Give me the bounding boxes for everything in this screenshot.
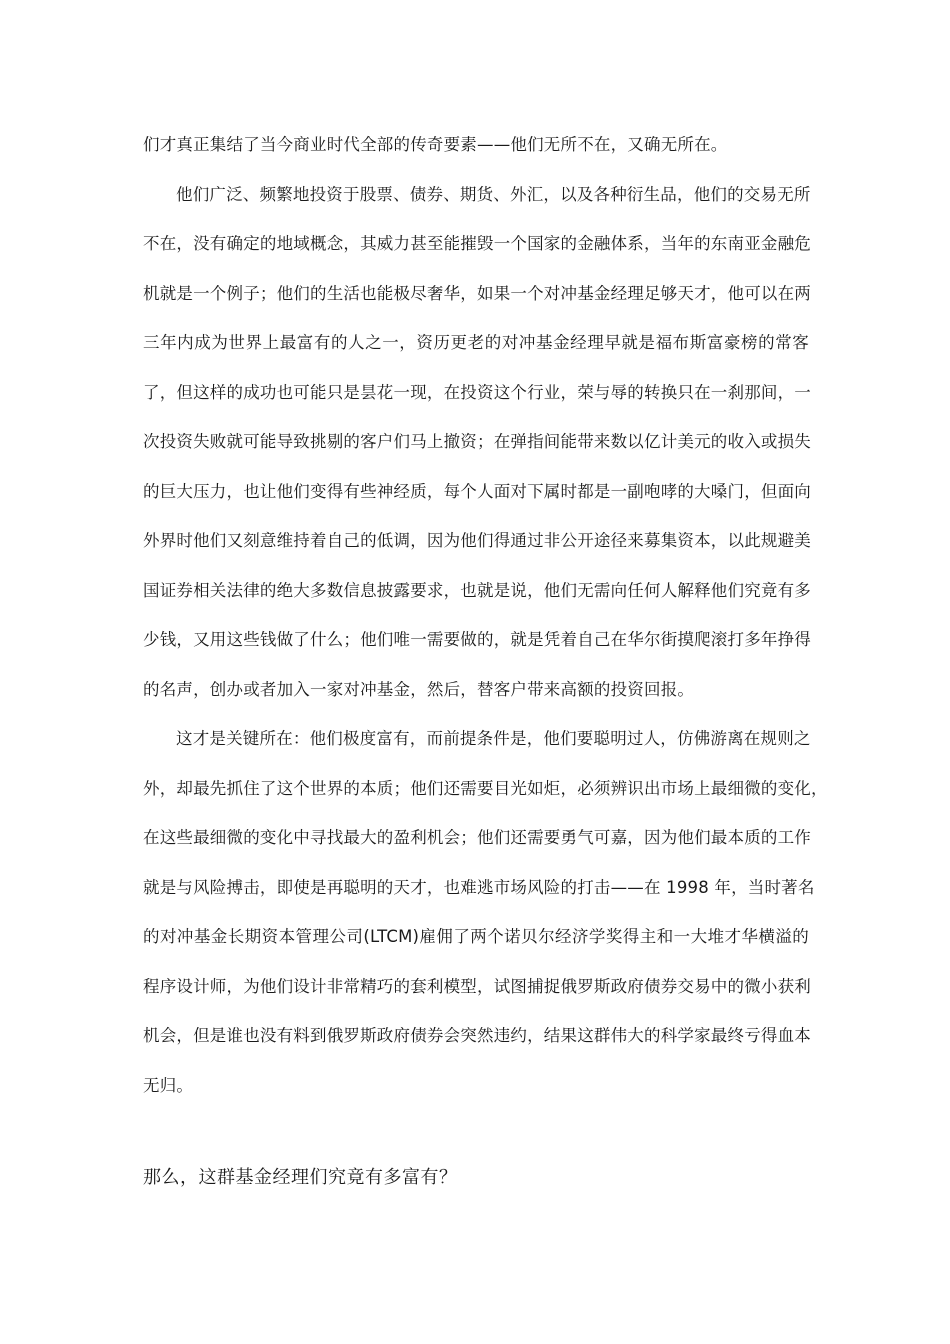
text-line: 的名声，创办或者加入一家对冲基金，然后，替客户带来高额的投资回报。 bbox=[143, 679, 695, 699]
text-line: 次投资失败就可能导致挑剔的客户们马上撤资；在弹指间能带来数以亿计美元的收入或损失 bbox=[143, 432, 811, 451]
paragraph-3 bbox=[143, 714, 828, 1110]
text-line: 在这些最细微的变化中寻找最大的盈利机会；他们还需要勇气可嘉，因为他们最本质的工作 bbox=[143, 828, 811, 847]
text-line: 不在，没有确定的地域概念，其威力甚至能摧毁一个国家的金融体系，当年的东南亚金融危 bbox=[143, 234, 811, 253]
body-text bbox=[143, 120, 828, 1110]
text-line: 外，却最先抓住了这个世界的本质；他们还需要目光如炬，必须辨识出市场上最细微的变化， bbox=[143, 778, 828, 798]
text-line: 外界时他们又刻意维持着自己的低调，因为他们得通过非公开途径来募集资本，以此规避美 bbox=[143, 531, 811, 550]
paragraph-2 bbox=[143, 170, 809, 715]
text-line: 机会，但是谁也没有料到俄罗斯政府债券会突然违约，结果这群伟大的科学家最终亏得血本 bbox=[143, 1026, 811, 1045]
text-line: 机就是一个例子；他们的生活也能极尽奢华，如果一个对冲基金经理足够天才，他可以在两 bbox=[143, 283, 811, 303]
text-line: 就是与风险搏击，即使是再聪明的天才，也难逃市场风险的打击——在 1998 年，当时著名 bbox=[143, 877, 815, 897]
text-line: 的巨大压力，也让他们变得有些神经质，每个人面对下属时都是一副咆哮的大嗓门，但面向 bbox=[143, 481, 811, 501]
text-line: 了，但这样的成功也可能只是昙花一现，在投资这个行业，荣与辱的转换只在一刹那间，一 bbox=[143, 382, 811, 402]
text-line: 们才真正集结了当今商业时代全部的传奇要素——他们无所不在，又确无所在。 bbox=[143, 135, 728, 154]
text-line: 三年内成为世界上最富有的人之一，资历更老的对冲基金经理早就是福布斯富豪榜的常客 bbox=[143, 333, 809, 352]
text-line: 的对冲基金长期资本管理公司(LTCM)雇佣了两个诺贝尔经济学奖得主和一大堆才华横溢的 bbox=[143, 927, 809, 946]
text-line: 程序设计师，为他们设计非常精巧的套利模型，试图捕捉俄罗斯政府债券交易中的微小获利 bbox=[143, 976, 811, 996]
section-heading: 那么，这群基金经理们究竟有多富有？ bbox=[143, 1167, 458, 1188]
text-line: 这才是关键所在：他们极度富有，而前提条件是，他们要聪明过人，仿佛游离在规则之 bbox=[176, 729, 811, 748]
paragraph-1 bbox=[143, 120, 809, 170]
text-line: 国证券相关法律的绝大多数信息披露要求，也就是说，他们无需向任何人解释他们究竟有多 bbox=[143, 580, 811, 600]
text-line: 少钱，又用这些钱做了什么；他们唯一需要做的，就是凭着自己在华尔街摸爬滚打多年挣得 bbox=[143, 630, 811, 649]
text-line: 他们广泛、频繁地投资于股票、债券、期货、外汇，以及各种衍生品，他们的交易无所 bbox=[176, 184, 811, 204]
text-line: 无归。 bbox=[143, 1075, 194, 1095]
